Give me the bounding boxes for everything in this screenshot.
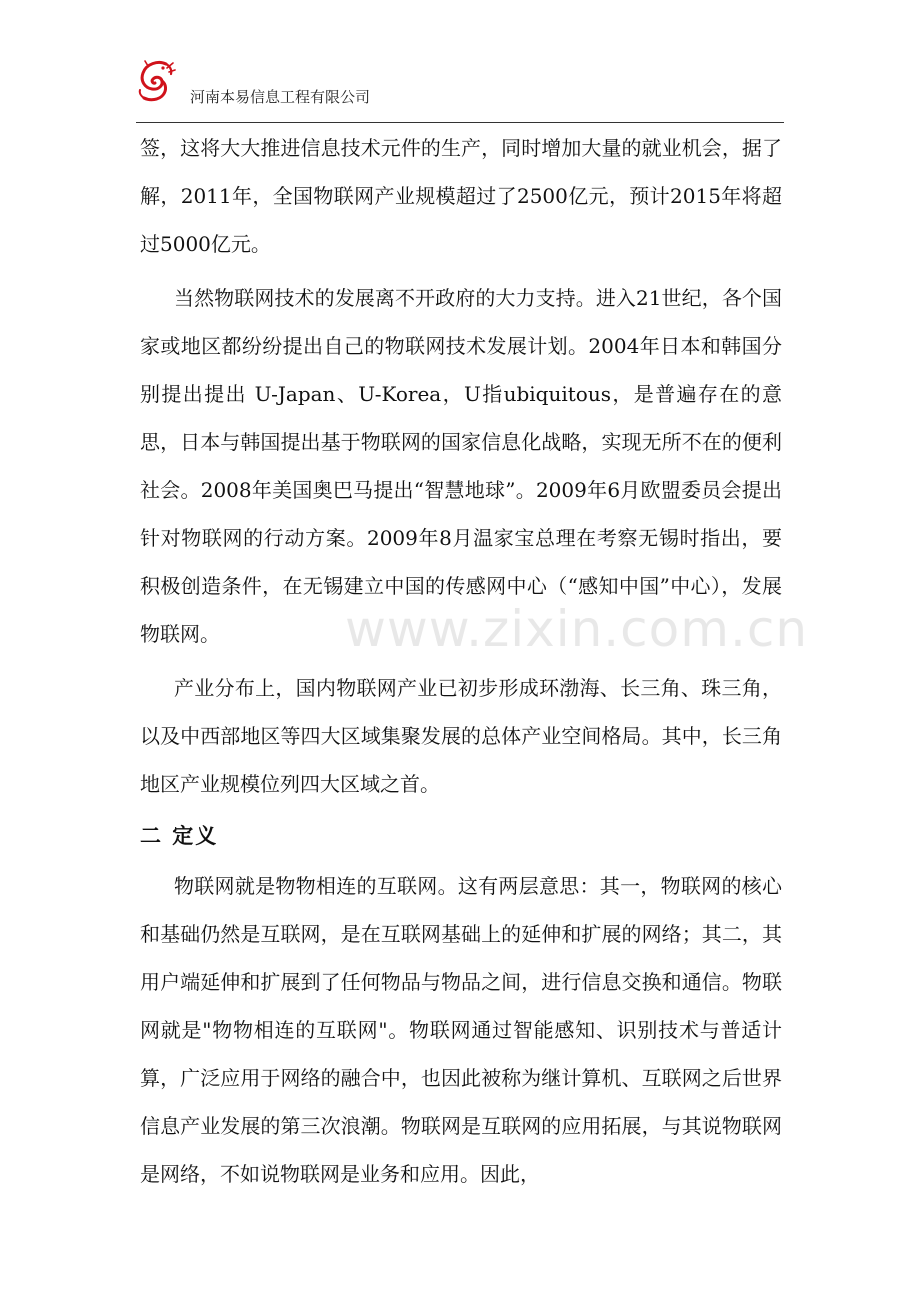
company-name: 河南本易信息工程有限公司 [190,88,371,106]
section-heading: 二 定义 [140,824,219,848]
paragraph-definition: 物联网就是物物相连的互联网。这有两层意思：其一，物联网的核心和基础仍然是互联网，是在互联网基础上的延伸和扩展的网络；其二，其用户端延伸和扩展到了任何物品与物品之间，进行信息交换和通信。物联网就是"物物相连的互联网"。物联网通过智能感知、识别技术与普适计算，广泛应用于网络的融合中，也因此被称为继计算机、互联网之后世界信息产业发展的第三次浪潮。物联网是互联网的应用拓展，与其说物联网是网络，不如说物联网是业务和应用。因此， [140,874,782,1186]
document-body [140,124,782,1198]
header-divider [136,122,784,123]
paragraph-industry-distribution: 产业分布上，国内物联网产业已初步形成环渤海、长三角、珠三角，以及中西部地区等四大区域集聚发展的总体产业空间格局。其中，长三角地区产业规模位列四大区域之首。 [140,676,782,796]
paragraph-continuation: 签，这将大大推进信息技术元件的生产，同时增加大量的就业机会，据了解，2011年，全国物联网产业规模超过了2500亿元，预计2015年将超过5000亿元。 [140,136,782,256]
watermark: www.zixin.com.cn [345,600,809,658]
paragraph-government-support: 当然物联网技术的发展离不开政府的大力支持。进入21世纪，各个国家或地区都纷纷提出自己的物联网技术发展计划。2004年日本和韩国分别提出提出 U-Japan、U-Korea，U指ubiquitous，是普遍存在的意思，日本与韩国提出基于物联网的国家信息化战略，实现无所不在的便利社会。2008年美国奥巴马提出“智慧地球”。2009年6月欧盟委员会提出针对物联网的行动方案。2009年8月温家宝总理在考察无锡时指出，要积极创造条件，在无锡建立中国的传感网中心（“感知中国”中心），发展物联网。 [140,286,782,646]
page-header [136,60,784,126]
dragon-logo-icon [136,60,176,104]
